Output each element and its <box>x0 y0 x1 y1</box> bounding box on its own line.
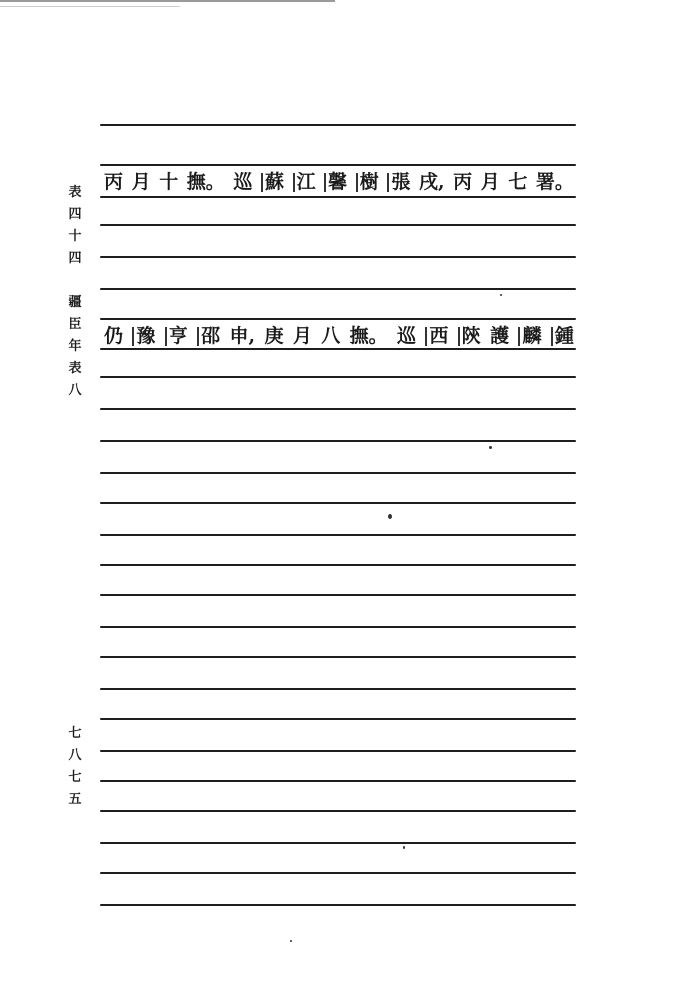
side-title-char: 年 <box>68 339 82 354</box>
entry-char: 撫。 <box>186 170 225 193</box>
entry-char: 署。 <box>535 170 574 193</box>
table-rule <box>100 196 576 198</box>
scan-edge <box>0 0 335 2</box>
table-rule <box>100 842 576 844</box>
proper-noun-char: 西 <box>425 327 448 346</box>
scan-speck <box>500 294 502 296</box>
table-rule <box>100 750 576 752</box>
table-rule <box>100 904 576 906</box>
table-rule <box>100 256 576 258</box>
page-number-char: 七 <box>68 770 82 785</box>
scan-speck <box>403 846 405 849</box>
entry-char: 月 <box>480 170 500 193</box>
entry-char: 戌, <box>418 170 445 193</box>
table-rule <box>100 626 576 628</box>
table-rule <box>100 810 576 812</box>
proper-noun-char: 江 <box>293 173 316 192</box>
entry-char: 十 <box>159 170 179 193</box>
entry-char: 七 <box>508 170 528 193</box>
entry-char: 巡 <box>233 170 253 193</box>
table-rule <box>100 872 576 874</box>
entry-char: 巡 <box>396 324 416 347</box>
side-title-char: 表 <box>68 361 82 376</box>
table-rule <box>100 780 576 782</box>
table-rule <box>100 502 576 504</box>
proper-noun-char: 張 <box>387 173 410 192</box>
table-rule <box>100 318 576 320</box>
table-rule <box>100 688 576 690</box>
page-number-char: 五 <box>68 792 82 807</box>
table-row-entry <box>104 168 574 196</box>
proper-noun-char: 蘇 <box>261 173 284 192</box>
table-rule <box>100 124 576 126</box>
entry-char: 丙 <box>453 170 473 193</box>
table-rule <box>100 376 576 378</box>
scan-edge <box>0 6 180 7</box>
side-title-char: 十 <box>68 229 82 244</box>
page-number <box>64 727 86 815</box>
entry-char: 庚 <box>264 324 284 347</box>
proper-noun-char: 豫 <box>132 327 155 346</box>
table-rule <box>100 718 576 720</box>
table-rule <box>100 472 576 474</box>
scan-speck <box>489 446 492 449</box>
proper-noun-char: 陝 <box>458 327 481 346</box>
page-number-char: 七 <box>68 726 82 741</box>
entry-char: 月 <box>131 170 151 193</box>
table-rule <box>100 408 576 410</box>
entry-char: 申, <box>229 324 256 347</box>
side-running-title <box>64 186 86 406</box>
table-rule <box>100 288 576 290</box>
proper-noun-char: 麟 <box>518 327 541 346</box>
entry-char: 仍 <box>104 324 124 347</box>
proper-noun-char: 亨 <box>165 327 188 346</box>
side-title-char: 表 <box>68 185 82 200</box>
entry-char: 月 <box>292 324 312 347</box>
table-rule <box>100 224 576 226</box>
proper-noun-char: 馨 <box>324 173 347 192</box>
page-number-char: 八 <box>68 748 82 763</box>
proper-noun-char: 鍾 <box>551 327 574 346</box>
entry-char: 護 <box>490 324 510 347</box>
proper-noun-char: 邵 <box>197 327 220 346</box>
table-rule <box>100 534 576 536</box>
table-rule <box>100 164 576 166</box>
table-rule <box>100 564 576 566</box>
side-title-char: 四 <box>68 207 82 222</box>
scan-speck <box>388 514 392 519</box>
table-rule <box>100 440 576 442</box>
entry-char: 撫。 <box>349 324 388 347</box>
table-rule <box>100 656 576 658</box>
side-title-char: 八 <box>68 383 82 398</box>
table-row-entry <box>104 322 574 350</box>
side-title-char: 疆 <box>68 295 82 310</box>
entry-char: 丙 <box>104 170 124 193</box>
side-title-char: 四 <box>68 251 82 266</box>
proper-noun-char: 樹 <box>356 173 379 192</box>
entry-char: 八 <box>321 324 341 347</box>
side-title-char: 臣 <box>68 317 82 332</box>
table-rule <box>100 594 576 596</box>
scan-speck <box>290 940 292 942</box>
